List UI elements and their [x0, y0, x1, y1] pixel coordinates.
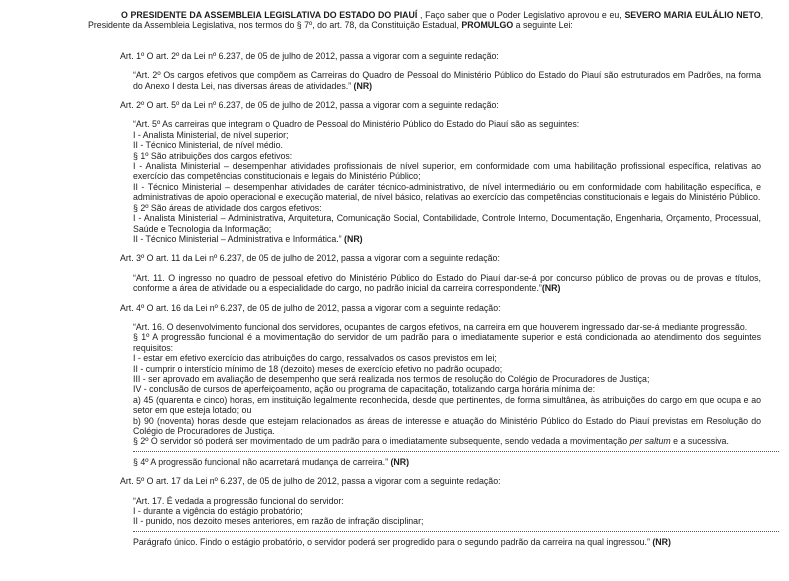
art-4-caput: Art. 4º O art. 16 da Lei nº 6.237, de 05 de julho de 2012, passa a vigorar com a seguinte redação: — [120, 302, 501, 313]
preamble-paragraph — [88, 10, 763, 31]
nr-marker: (NR) — [390, 456, 410, 467]
preamble-text-2: , Presidente da Assembleia Legislativa, nos termos do § 7º, do art. 78, da Constituição Estadual, — [88, 10, 764, 31]
quote-paragraph: b) 90 (noventa) horas desde que estejam relacionados as áreas de interesse e atuação do Ministério Público do Estado do Piauí previstas em Resolução do Colégio de Procuradores de Justiça. — [133, 415, 761, 436]
quote-paragraph: § 1º A progressão funcional é a movimentação do servidor de um padrão para o imediatamente superior e está condicionada ao atendimento dos seguintes requisitos: — [133, 332, 761, 353]
quote-paragraph — [133, 436, 761, 446]
quote-paragraph: II - punido, nos dezoito meses anteriores, em razão de infração disciplinar; — [133, 516, 424, 527]
art-5-caput: Art. 5º O art. 17 da Lei nº 6.237, de 05 de julho de 2012, passa a vigorar com a seguinte redação: — [120, 476, 501, 487]
art-1-quote — [133, 70, 761, 91]
art-1-quote-text: “Art. 2º Os cargos efetivos que compõem as Carreiras do Quadro de Pessoal do Ministério Público do Estado do Piauí são estruturados em Padrões, na forma do Anexo I desta Lei, nas diversas áreas de atividades.” — [133, 70, 761, 91]
art-3-caput: Art. 3º O art. 11 da Lei nº 6.237, de 05 de julho de 2012, passa a vigorar com a seguinte redação: — [120, 253, 500, 264]
issuer-title-text: O PRESIDENTE DA ASSEMBLEIA LEGISLATIVA DO ESTADO DO PIAUÍ — [121, 10, 418, 20]
quote-paragraph: a) 45 (quarenta e cinco) horas, em instituição legalmente reconhecida, desde que pertinentes, de forma simultânea, às atribuições do cargo em que ocupa e ao setor em que esteja lotado; ou — [133, 394, 761, 416]
quote-paragraph — [133, 457, 761, 467]
quote-paragraph: “Art. 17. É vedada a progressão funcional do servidor: — [133, 495, 344, 506]
art-4-par2-text-end: e a sucessiva. — [670, 436, 729, 447]
art-4-par2-text: § 2º O servidor só poderá ser movimentado de um padrão para o imediatamente subsequente, sendo vedada a movimentação — [133, 436, 630, 447]
quote-paragraph: I - estar em efetivo exercício das atribuições do cargo, ressalvados os casos previstos em lei; — [133, 353, 497, 364]
quote-paragraph — [133, 273, 761, 294]
preamble-text-1: , Faço saber que o Poder Legislativo aprovou e eu, — [417, 10, 625, 20]
promulgo-text: PROMULGO — [461, 20, 514, 31]
quote-paragraph — [133, 234, 761, 244]
quote-paragraph: II - cumprir o interstício mínimo de 18 (dezoito) meses de exercício efetivo no padrão ocupado; — [133, 363, 503, 374]
quote-paragraph: IV - conclusão de cursos de aperfeiçoamento, ação ou programa de capacitação, totalizando carga horária mínima de: — [133, 384, 596, 395]
quote-paragraph: II - Técnico Ministerial, de nível médio. — [133, 140, 283, 151]
quote-paragraph — [133, 537, 761, 547]
nr-marker: (NR) — [541, 283, 561, 294]
quote-paragraph: I - Analista Ministerial, de nível superior; — [133, 129, 289, 140]
art-1-caput: Art. 1º O art. 2º da Lei nº 6.237, de 05 de julho de 2012, passa a vigorar com a seguinte redação: — [120, 50, 499, 61]
quote-paragraph: II - Técnico Ministerial – desempenhar atividades de caráter técnico-administrativo, de nível intermediário ou em conformidade com habilitação específica, e administrativas de apoio operacional e execução material, de nível básico, relativas ao exercício das competências constitucionais e legais do Ministério Público. — [133, 181, 761, 203]
nr-marker: (NR) — [344, 233, 363, 244]
quote-paragraph: I - durante a vigência do estágio probatório; — [133, 506, 303, 517]
art-2-caput: Art. 2º O art. 5º da Lei nº 6.237, de 05 de julho de 2012, passa a vigorar com a seguinte redação: — [120, 100, 499, 111]
quote-paragraph — [133, 70, 761, 91]
art-2-quote-last-text: II - Técnico Ministerial – Administrativa e Informática.” — [133, 233, 345, 244]
quote-paragraph: I - Analista Ministerial – desempenhar atividades profissionais de nível superior, em conformidade com uma habilitação profissional específica, relativas ao exercício das competências constitucionais e legais do Ministério Público; — [133, 161, 761, 182]
quote-paragraph: § 2º São áreas de atividade dos cargos efetivos: — [133, 202, 322, 213]
art-3-quote — [133, 273, 761, 294]
art-5-quote — [133, 496, 761, 548]
paragrafo-unico-text: Parágrafo único. Findo o estágio probatório, o servidor poderá ser progredido para o segundo padrão da carreira na qual ingressou.” — [133, 536, 653, 547]
art-3-quote-text: “Art. 11. O ingresso no quadro de pessoal efetivo do Ministério Público do Estado do Piauí dar-se-á por concurso público de provas ou de provas e títulos, conforme a área de atividade ou a especialidade do cargo, no padrão inicial da carreira correspondente.” — [133, 272, 761, 294]
omitted-text-ellipsis-divider — [133, 447, 779, 452]
art-2-quote — [133, 119, 761, 244]
quote-paragraph: “Art. 5º As carreiras que integram o Quadro de Pessoal do Ministério Público do Estado do Piauí são as seguintes: — [133, 119, 580, 130]
quote-paragraph: § 1º São atribuições dos cargos efetivos: — [133, 150, 293, 161]
quote-paragraph: “Art. 16. O desenvolvimento funcional dos servidores, ocupantes de cargos efetivos, na carreira em que houverem ingressado dar-se-á mediante progressão. — [133, 321, 748, 332]
quote-paragraph: I - Analista Ministerial – Administrativa, Arquitetura, Comunicação Social, Contabilidade, Controle Interno, Documentação, Engenharia, Orçamento, Processual, Saúde e Tecnologia da Informação; — [133, 213, 761, 234]
art-4-quote — [133, 322, 761, 467]
preamble-text-3: a seguinte Lei: — [513, 20, 573, 31]
nr-marker: (NR) — [652, 536, 671, 547]
president-name-text: SEVERO MARIA EULÁLIO NETO — [624, 10, 761, 20]
per-saltum-italic: per saltum — [629, 436, 671, 447]
quote-paragraph: III - ser aprovado em avaliação de desempenho que será realizada nos termos de resolução do Colégio de Procuradores de Justiça; — [133, 373, 650, 384]
omitted-text-ellipsis-divider — [133, 527, 779, 532]
art-4-par4-text: § 4º A progressão funcional não acarretará mudança de carreira.” — [133, 456, 391, 467]
nr-marker: (NR) — [353, 80, 373, 91]
